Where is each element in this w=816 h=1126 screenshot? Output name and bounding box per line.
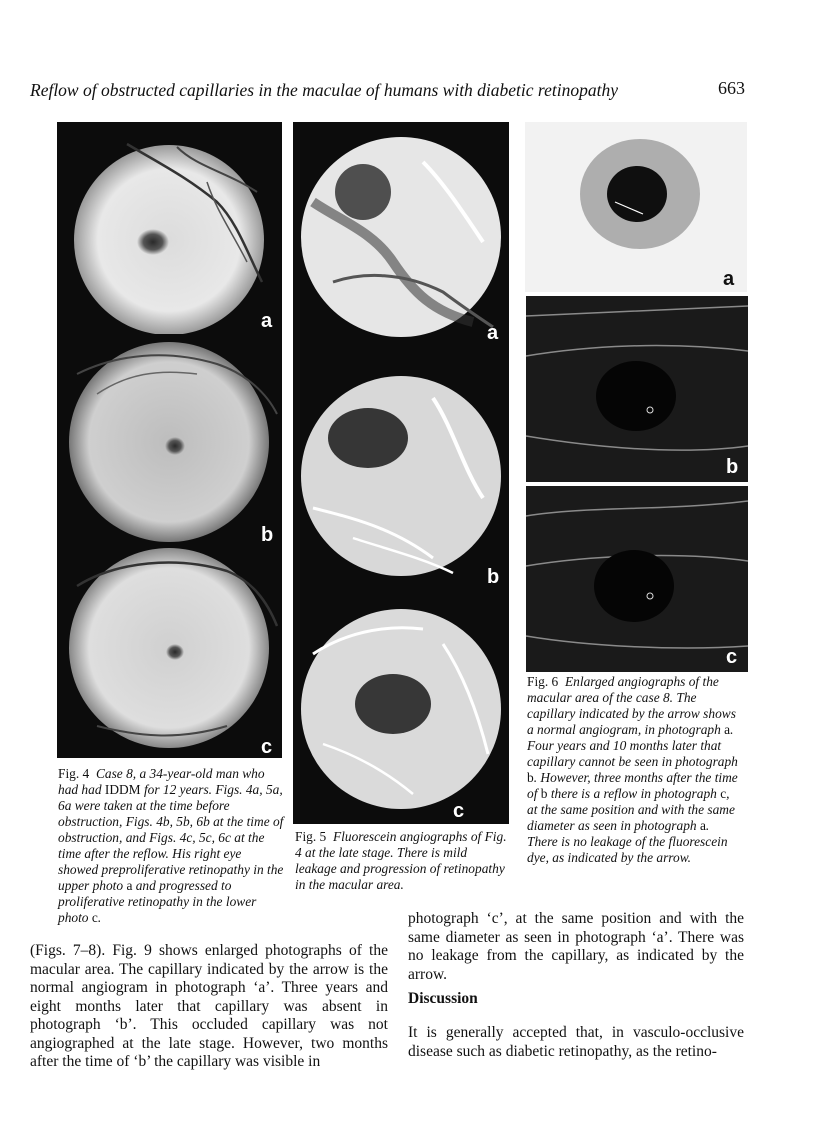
fig6-panel-a-label: a <box>723 268 735 290</box>
fig4-caption <box>58 766 284 926</box>
fig5-caption-number: Fig. 5 <box>295 829 327 844</box>
fig4-caption-text: Case 8, a 34-year-old man who had had IDDM for 12 years. Figs. 4a, 5a, 6a were taken at the time before obstruction, Figs. 4b, 5b, 6b at the time of obstruction, and Figs. 4c, 5c, 6c at the time after the reflow. His right eye showed preproliferative retinopathy in the upper photo a and progressed to proliferative retinopathy in the lower photo c. <box>58 766 284 925</box>
fig4-panel-c-label: c <box>261 736 273 758</box>
fig6-panel-b-label: b <box>726 456 739 478</box>
body-left-column: (Figs. 7–8). Fig. 9 shows enlarged photographs of the macular area. The capillary indicated by the arrow is the normal angiogram in photograph ‘a’. Three years and eight months later that capillary was absent in photograph ‘b’. This occluded capillary was not angiographed at the late stage. However, two months after the time of ‘b’ the capillary was visible in <box>30 942 388 1070</box>
body-right-paragraph: photograph ‘c’, at the same position and with the same diameter as seen in photograph ‘a’. There was no leakage from the capillary, as indicated by the arrow. <box>408 910 744 983</box>
fig5-panel-a-label: a <box>487 322 499 344</box>
fig6-panel-b <box>526 296 748 482</box>
fig6-caption-text: Enlarged angiographs of the macular area of the case 8. The capillary indicated by the arrow shows a normal angiogram, in photograph a. Four years and 10 months later that capillary cannot be seen in photograph b. However, three months after the time of b there is a reflow in photograph c, at the same position and with the same diameter as seen in photograph a. There is no leakage of the fluorescein dye, as indicated by the arrow. <box>527 674 738 865</box>
fig4-panel-a-image <box>57 122 282 334</box>
fig6-panel-a-image <box>525 122 747 292</box>
fig4-panel-c-image <box>57 546 282 758</box>
fig5-panel-c-image <box>293 594 509 824</box>
fig5-panel-b-image <box>293 358 509 594</box>
fig4-panel-b-image <box>57 334 282 546</box>
fig4-panel-a-label: a <box>261 310 273 332</box>
fig5-caption <box>295 829 507 893</box>
fig5-panel-b-label: b <box>487 566 500 588</box>
fig6-panel-c <box>526 486 748 672</box>
fig5-panel-c-label: c <box>453 800 465 822</box>
fig6-caption <box>527 674 743 866</box>
fig4-caption-number: Fig. 4 <box>58 766 90 781</box>
fig5-photo-strip <box>293 122 509 824</box>
section-heading-discussion: Discussion <box>408 990 478 1007</box>
fig6-panel-c-image <box>526 486 748 672</box>
discussion-paragraph: It is generally accepted that, in vasculo-occlusive disease such as diabetic retinopathy, as the retino- <box>408 1024 744 1060</box>
fig6-panel-b-image <box>526 296 748 482</box>
fig4-photo-strip <box>57 122 282 758</box>
fig6-caption-number: Fig. 6 <box>527 674 559 689</box>
fig5-panel-a-image <box>293 122 509 352</box>
fig5-caption-text: Fluorescein angiographs of Fig. 4 at the late stage. There is mild leakage and progression of retinopathy in the macular area. <box>295 829 507 892</box>
running-title: Reflow of obstructed capillaries in the maculae of humans with diabetic retinopathy <box>30 80 618 100</box>
fig4-panel-b-label: b <box>261 524 274 546</box>
page-number: 663 <box>718 78 745 98</box>
fig6-panel-a <box>525 122 747 292</box>
fig6-panel-c-label: c <box>726 646 738 668</box>
